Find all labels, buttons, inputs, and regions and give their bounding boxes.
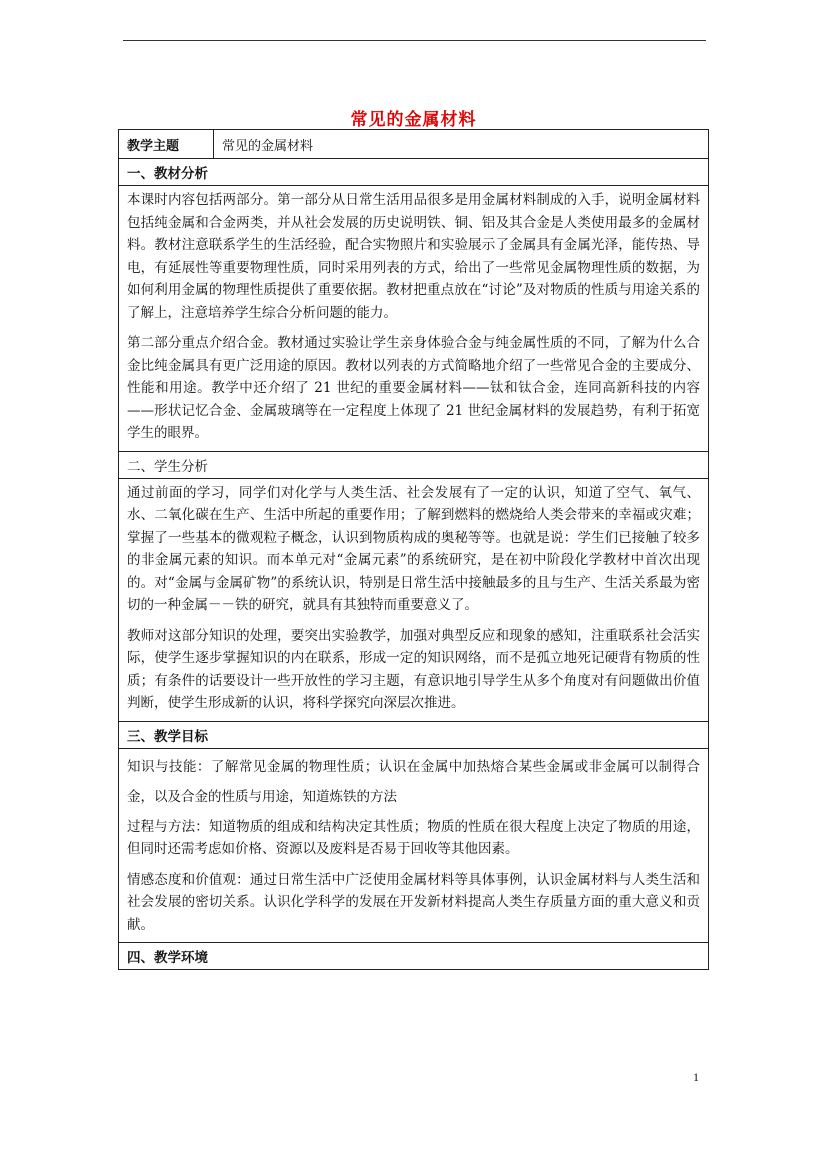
paragraph: 教师对这部分知识的处理，要突出实验教学，加强对典型反应和现象的感知，注重联系社会活实际，使学生逐步掌握知识的内在联系，形成一定的知识网络，而不是孤立地死记硬背有物质的性质；有条件的话要设计一些开放性的学习主题，有意识地引导学生从多个角度对有问题做出价值判断，使学生形成新的认识，将科学探究向深层次推进。 <box>127 627 700 711</box>
section-body-row <box>119 478 709 721</box>
paragraph: 本课时内容包括两部分。第一部分从日常生活用品很多是用金属材料制成的入手，说明金属材料包括纯金属和合金两类，并从社会发展的历史说明铁、铜、铝及其合金是人类使用最多的金属材料。教材注意联系学生的生活经验，配合实物照片和实验展示了金属具有金属光泽，能传热、导电，有延展性等重要物理性质，同时采用列表的方式，给出了一些常见金属物理性质的数据，为如何利用金属的物理性质提供了重要依据。教材把重点放在“讨论”及对物质的性质与用途关系的了解上，注意培养学生综合分析问题的能力。 <box>127 192 700 321</box>
section-body-row <box>119 186 709 452</box>
section-heading-row <box>119 451 709 478</box>
section-heading-textbook-analysis: 一、教材分析 <box>119 159 709 186</box>
section-body-student-analysis <box>119 478 709 721</box>
paragraph: 第二部分重点介绍合金。教材通过实验让学生亲身体验合金与纯金属性质的不同，了解为什么合金比纯金属具有更广泛用途的原因。教材以列表的方式简略地介绍了一些常见合金的主要成分、性能和用途。教学中还介绍了 21 世纪的重要金属材料——钛和钛合金，连同高新科技的内容——形状记忆合金、金属玻璃等在一定程度上体现了 21 世纪金属材料的发展趋势，有利于拓宽学生的眼界。 <box>127 335 700 441</box>
objective-attitudes-values: 情感态度和价值观：通过日常生活中广泛使用金属材料等具体事例，认识金属材料与人类生活和社会发展的密切关系。认识化学科学的发展在开发新材料提高人类生存质量方面的重大意义和贡献。 <box>127 871 700 933</box>
header-rule <box>123 40 706 41</box>
objective-knowledge-skills: 知识与技能：了解常见金属的物理性质；认识在金属中加热熔合某些金属或非金属可以制得合金，以及合金的性质与用途，知道炼铁的方法 <box>127 758 700 805</box>
section-heading-row <box>119 721 709 748</box>
section-heading-teaching-objectives: 三、教学目标 <box>119 721 709 748</box>
objective-process-methods: 过程与方法：知道物质的组成和结构决定其性质；物质的性质在很大程度上决定了物质的用途，但同时还需考虑如价格、资源以及废料是否易于回收等其他因素。 <box>127 818 700 857</box>
topic-label: 教学主题 <box>119 130 214 159</box>
section-body-teaching-objectives <box>119 748 709 943</box>
section-body-textbook-analysis <box>119 186 709 452</box>
section-heading-student-analysis: 二、学生分析 <box>119 451 709 478</box>
section-heading-row <box>119 159 709 186</box>
topic-row <box>119 130 709 159</box>
section-body-row <box>119 748 709 943</box>
topic-value: 常见的金属材料 <box>214 130 709 159</box>
paragraph: 通过前面的学习，同学们对化学与人类生活、社会发展有了一定的认识，知道了空气、氧气、水、二氧化碳在生产、生活中所起的重要作用；了解到燃料的燃烧给人类会带来的幸福或灾难；掌握了一些基本的微观粒子概念，认识到物质构成的奥秘等等。也就是说：学生们已接触了较多的非金属元素的知识。而本单元对“金属元素”的系统研究，是在初中阶段化学教材中首次出现的。对“金属与金属矿物”的系统认识，特别是日常生活中接触最多的且与生产、生活关系最为密切的一种金属－－铁的研究，就具有其独特而重要意义了。 <box>127 484 700 613</box>
page-number: 1 <box>693 1070 699 1084</box>
lesson-plan-table <box>118 129 709 970</box>
section-heading-row <box>119 943 709 970</box>
section-heading-teaching-environment: 四、教学环境 <box>119 943 709 970</box>
document-title: 常见的金属材料 <box>350 110 477 130</box>
